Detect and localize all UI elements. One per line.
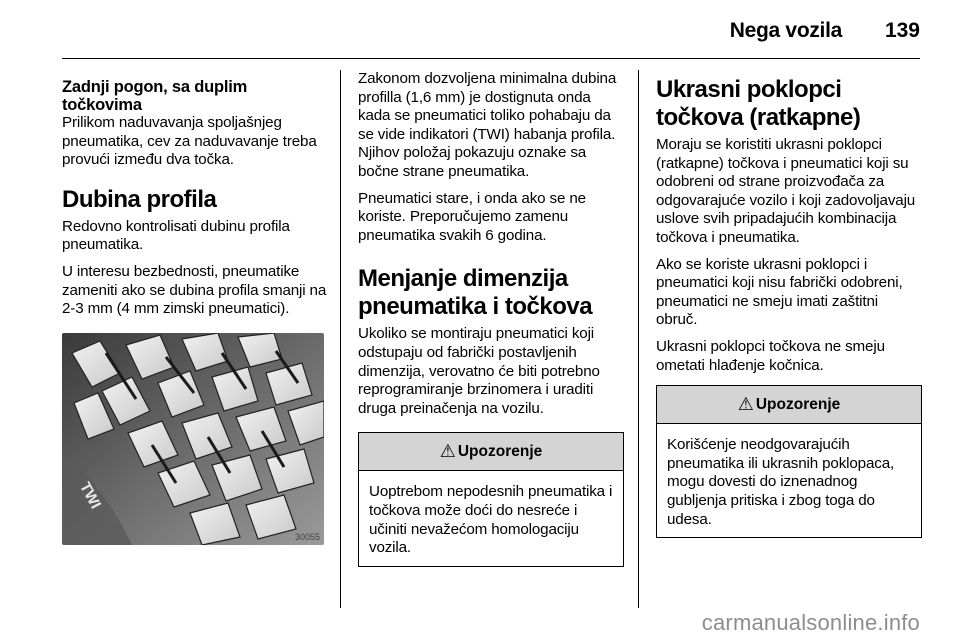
section-title-changing-sizes: Menjanje dimenzija pneumatika i točkova bbox=[358, 265, 593, 321]
warning-triangle-icon: ⚠ bbox=[439, 441, 456, 462]
warning-text-2: Korišćenje neodgovarajućih pneumatika ili ukrasnih poklopaca, mogu dovesti do iznenadnog gubljenja pritiska i zbog toga do udesa. bbox=[667, 436, 895, 528]
warning-header-2 bbox=[657, 386, 921, 424]
warning-triangle-icon: ⚠ bbox=[737, 394, 754, 415]
section-title-tread-depth: Dubina profila bbox=[62, 185, 217, 213]
column-divider-1 bbox=[340, 70, 341, 608]
tire-tread-figure bbox=[62, 333, 324, 545]
running-header-title: Nega vozila bbox=[729, 19, 842, 42]
column-1 bbox=[62, 78, 330, 545]
header-rule bbox=[62, 58, 920, 59]
warning-box-1 bbox=[358, 432, 624, 566]
watermark: carmanualsonline.info bbox=[701, 610, 920, 635]
column-divider-2 bbox=[638, 70, 639, 608]
warning-title-1: Upozorenje bbox=[457, 442, 543, 460]
warning-header-1 bbox=[359, 433, 623, 471]
tread-depth-paragraph-2: U interesu bezbednosti, pneumatike zameniti ako se dubina profila smanji na 2-3 mm (4 mm zimski pneumatici). bbox=[62, 262, 327, 318]
page-number: 139 bbox=[884, 19, 920, 42]
changing-sizes-paragraph: Ukoliko se montiraju pneumatici koji odstupaju od fabrički postavljenih dimenzija, verovatno će biti potrebno reprogramiranje brzinomera i uraditi druga preinačenja na vozilu. bbox=[358, 325, 600, 417]
column-3 bbox=[656, 76, 922, 538]
hubcaps-paragraph-3: Ukrasni poklopci točkova ne smeju ometati hlađenje kočnica. bbox=[656, 337, 885, 374]
column-2 bbox=[358, 70, 624, 567]
hubcaps-paragraph-2: Ako se koriste ukrasni poklopci i pneumatici koji nisu fabrički odobreni, pneumatici ne smeju imati zaštitni obruč. bbox=[656, 255, 903, 329]
dual-wheels-text: Prilikom naduvavanja spoljašnjeg pneumatika, cev za naduvavanje treba provući između dva točka. bbox=[62, 114, 317, 169]
tire-tread-illustration bbox=[62, 333, 324, 545]
section-title-dual-wheels: Zadnji pogon, sa duplim točkovima bbox=[62, 78, 248, 114]
tread-depth-paragraph-1: Redovno kontrolisati dubinu profila pneumatika. bbox=[62, 217, 290, 254]
warning-body-1 bbox=[359, 471, 623, 565]
twi-label: TWI bbox=[76, 479, 105, 512]
figure-number: 30055 bbox=[294, 531, 320, 542]
warning-body-2 bbox=[657, 424, 921, 537]
warning-text-1: Uoptrebom nepodesnih pneumatika i točkova može doći do nesreće i učiniti nevažećom homologaciju vozila. bbox=[369, 483, 613, 557]
section-title-hubcaps: Ukrasni poklopci točkova (ratkapne) bbox=[656, 76, 861, 131]
warning-title-2: Upozorenje bbox=[755, 395, 841, 413]
warning-box-2 bbox=[656, 385, 922, 538]
min-tread-paragraph: Zakonom dozvoljena minimalna dubina profilla (1,6 mm) je dostignuta onda kada se pneumatici toliko pohabaju da se vide indikatori (TWI) habanja profila. Njihov položaj pokazuju oznake sa bočne strane pneumatika. bbox=[358, 70, 617, 180]
hubcaps-paragraph-1: Moraju se koristiti ukrasni poklopci (ratkapne) točkova i pneumatici koji su odobreni od strane proizvođača za odgovarajuće vozilo i koji zadovoljavaju uslove svih pripadajućih kombinacija točkova i pneumatika. bbox=[656, 136, 916, 246]
tire-aging-paragraph: Pneumatici stare, i onda ako se ne koriste. Preporučujemo zamenu pneumatika svakih 6 godina. bbox=[358, 189, 586, 244]
